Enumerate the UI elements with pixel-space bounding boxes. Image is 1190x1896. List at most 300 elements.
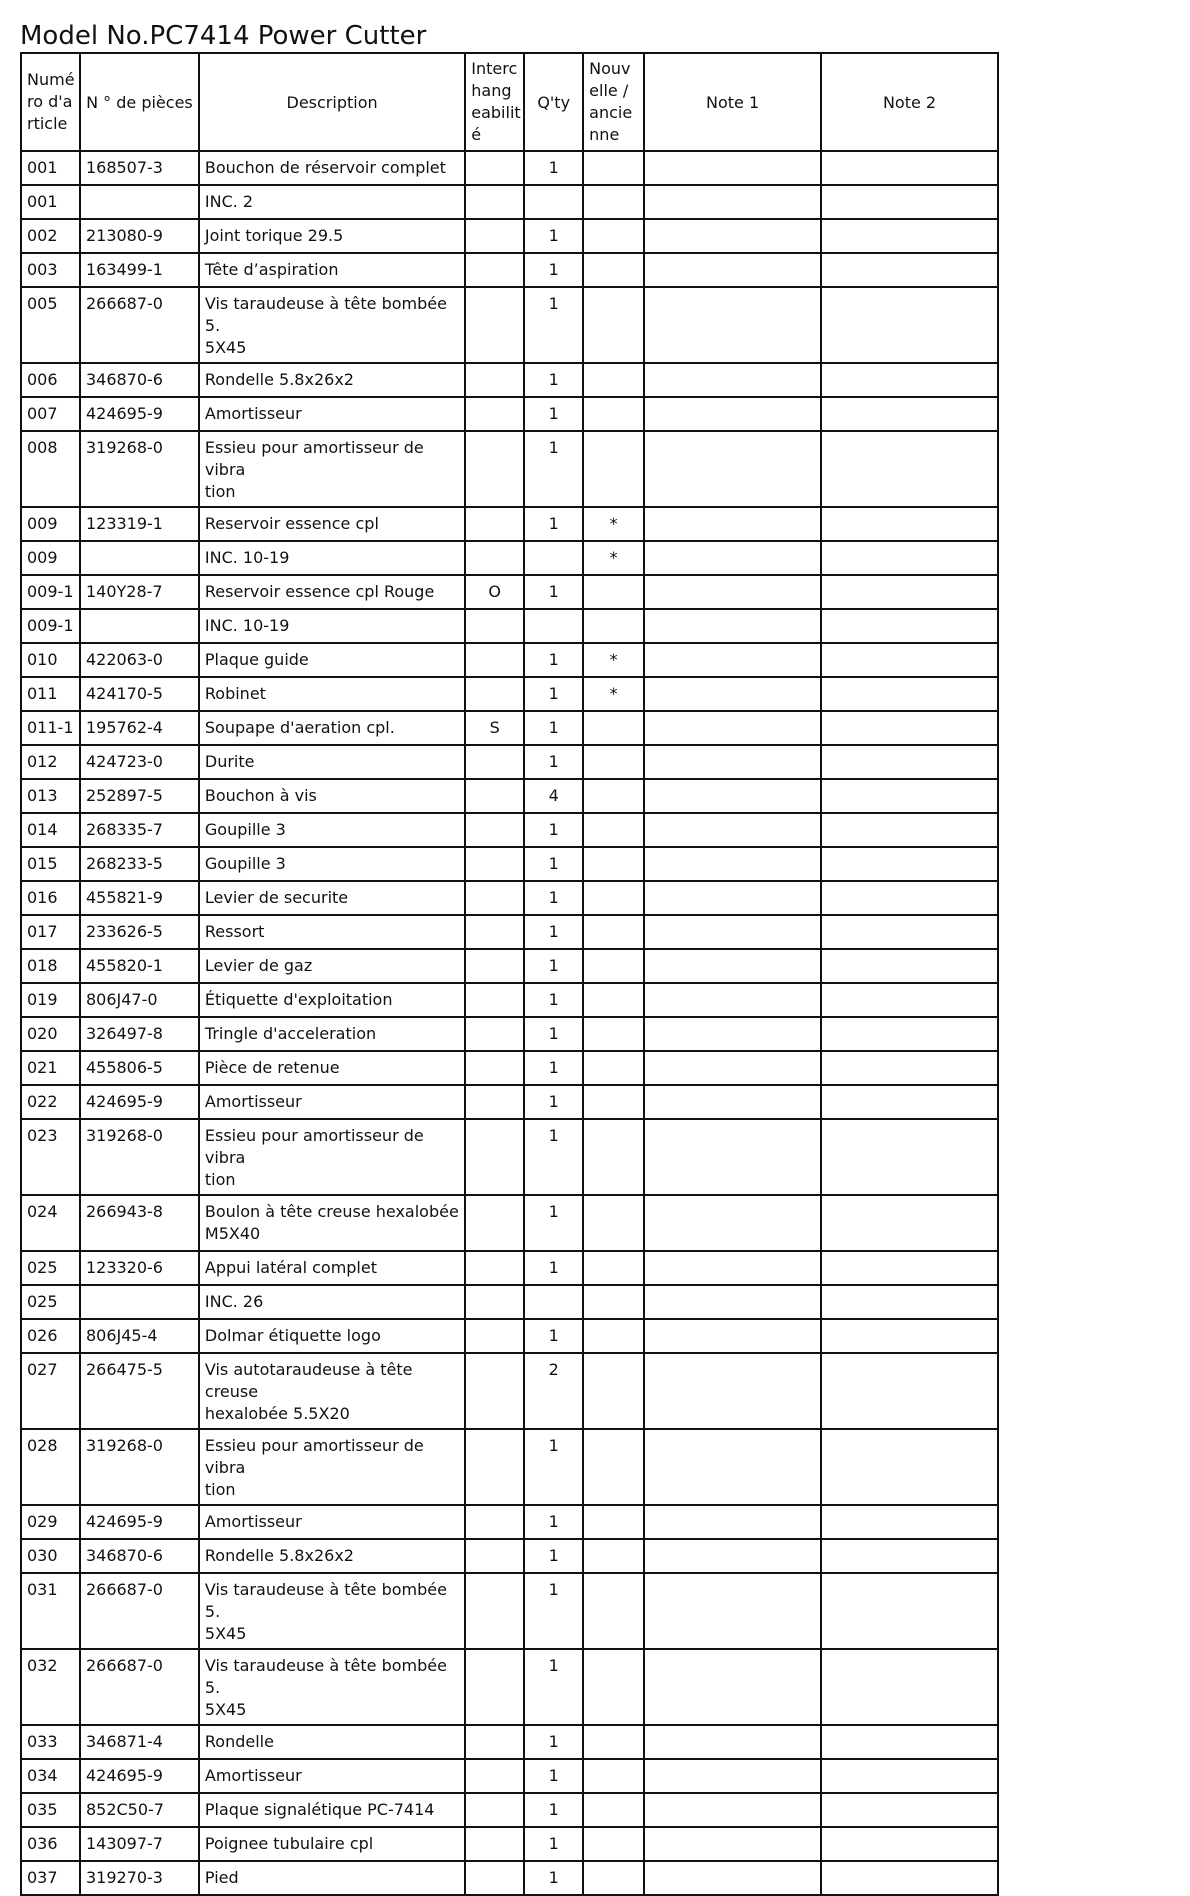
cell-note-2 [821, 541, 998, 575]
table-row [21, 813, 998, 847]
cell-note-1 [644, 363, 821, 397]
table-row [21, 779, 998, 813]
cell-quantity: 1 [524, 949, 583, 983]
cell-item-number: 011 [21, 677, 80, 711]
cell-interchangeability [465, 1085, 524, 1119]
cell-part-number: 455821-9 [80, 881, 199, 915]
table-row [21, 151, 998, 185]
cell-note-1 [644, 1119, 821, 1195]
cell-quantity: 1 [524, 1793, 583, 1827]
cell-note-2 [821, 1759, 998, 1793]
cell-description: Dolmar étiquette logo [199, 1319, 465, 1353]
cell-note-1 [644, 779, 821, 813]
table-row [21, 1759, 998, 1793]
cell-note-2 [821, 1085, 998, 1119]
column-header-item-number: Numé ro d'a rticle [21, 53, 80, 151]
cell-quantity: 1 [524, 575, 583, 609]
cell-note-1 [644, 253, 821, 287]
cell-new-old [583, 1505, 644, 1539]
cell-note-2 [821, 1573, 998, 1649]
cell-interchangeability: O [465, 575, 524, 609]
cell-part-number: 266687-0 [80, 1649, 199, 1725]
cell-part-number: 346870-6 [80, 1539, 199, 1573]
cell-item-number: 010 [21, 643, 80, 677]
cell-interchangeability [465, 1725, 524, 1759]
cell-part-number: 140Y28-7 [80, 575, 199, 609]
cell-new-old: * [583, 541, 644, 575]
cell-interchangeability [465, 1195, 524, 1251]
cell-note-2 [821, 1725, 998, 1759]
cell-note-1 [644, 711, 821, 745]
cell-quantity: 1 [524, 431, 583, 507]
table-row [21, 1285, 998, 1319]
parts-table-body [21, 151, 998, 1895]
cell-item-number: 008 [21, 431, 80, 507]
cell-part-number: 806J45-4 [80, 1319, 199, 1353]
column-header-note-1: Note 1 [644, 53, 821, 151]
cell-quantity [524, 609, 583, 643]
cell-note-2 [821, 1539, 998, 1573]
cell-new-old [583, 287, 644, 363]
cell-quantity: 1 [524, 643, 583, 677]
cell-interchangeability [465, 363, 524, 397]
cell-new-old [583, 1119, 644, 1195]
cell-item-number: 014 [21, 813, 80, 847]
cell-item-number: 020 [21, 1017, 80, 1051]
cell-new-old: * [583, 507, 644, 541]
cell-part-number: 233626-5 [80, 915, 199, 949]
cell-note-2 [821, 287, 998, 363]
cell-note-2 [821, 219, 998, 253]
table-row [21, 1649, 998, 1725]
cell-note-1 [644, 1051, 821, 1085]
cell-quantity: 1 [524, 1505, 583, 1539]
cell-description: Amortisseur [199, 1505, 465, 1539]
cell-new-old [583, 1085, 644, 1119]
cell-part-number: 346870-6 [80, 363, 199, 397]
table-row [21, 1725, 998, 1759]
cell-quantity [524, 1285, 583, 1319]
cell-note-1 [644, 745, 821, 779]
cell-part-number [80, 185, 199, 219]
column-header-part-number: N ° de pièces [80, 53, 199, 151]
cell-new-old [583, 745, 644, 779]
cell-description: Essieu pour amortisseur de vibra tion [199, 431, 465, 507]
cell-interchangeability [465, 745, 524, 779]
cell-part-number: 424695-9 [80, 1759, 199, 1793]
cell-note-1 [644, 1827, 821, 1861]
cell-part-number: 319268-0 [80, 431, 199, 507]
cell-note-2 [821, 949, 998, 983]
cell-interchangeability [465, 643, 524, 677]
cell-quantity: 1 [524, 711, 583, 745]
cell-new-old [583, 1195, 644, 1251]
cell-quantity: 1 [524, 219, 583, 253]
cell-note-2 [821, 507, 998, 541]
cell-note-1 [644, 1319, 821, 1353]
cell-item-number: 033 [21, 1725, 80, 1759]
cell-item-number: 009-1 [21, 609, 80, 643]
cell-note-2 [821, 1793, 998, 1827]
cell-new-old [583, 1353, 644, 1429]
cell-description: Vis autotaraudeuse à tête creuse hexalobée 5.5X20 [199, 1353, 465, 1429]
cell-interchangeability [465, 1793, 524, 1827]
cell-quantity: 1 [524, 745, 583, 779]
cell-interchangeability [465, 431, 524, 507]
cell-interchangeability [465, 949, 524, 983]
cell-item-number: 001 [21, 185, 80, 219]
cell-new-old [583, 915, 644, 949]
cell-description: INC. 26 [199, 1285, 465, 1319]
cell-part-number: 195762-4 [80, 711, 199, 745]
cell-note-1 [644, 983, 821, 1017]
cell-item-number: 016 [21, 881, 80, 915]
cell-note-2 [821, 1251, 998, 1285]
cell-description: Tringle d'acceleration [199, 1017, 465, 1051]
cell-interchangeability [465, 1539, 524, 1573]
cell-item-number: 037 [21, 1861, 80, 1895]
cell-new-old [583, 779, 644, 813]
cell-item-number: 027 [21, 1353, 80, 1429]
parts-table [20, 52, 999, 1896]
table-row [21, 677, 998, 711]
cell-quantity: 1 [524, 151, 583, 185]
header-row [21, 53, 998, 151]
cell-interchangeability [465, 1759, 524, 1793]
cell-note-1 [644, 397, 821, 431]
table-row [21, 1861, 998, 1895]
cell-description: Plaque guide [199, 643, 465, 677]
cell-item-number: 032 [21, 1649, 80, 1725]
table-row [21, 185, 998, 219]
cell-new-old [583, 609, 644, 643]
cell-note-2 [821, 363, 998, 397]
cell-quantity: 1 [524, 1759, 583, 1793]
cell-interchangeability [465, 1017, 524, 1051]
table-row [21, 541, 998, 575]
cell-note-2 [821, 609, 998, 643]
cell-new-old [583, 1251, 644, 1285]
cell-part-number: 852C50-7 [80, 1793, 199, 1827]
cell-note-2 [821, 431, 998, 507]
cell-item-number: 002 [21, 219, 80, 253]
cell-description: Levier de securite [199, 881, 465, 915]
cell-new-old [583, 1649, 644, 1725]
cell-interchangeability [465, 1319, 524, 1353]
table-row [21, 915, 998, 949]
cell-new-old: * [583, 643, 644, 677]
cell-note-1 [644, 575, 821, 609]
cell-note-2 [821, 915, 998, 949]
cell-description: Vis taraudeuse à tête bombée 5. 5X45 [199, 1649, 465, 1725]
cell-item-number: 003 [21, 253, 80, 287]
table-row [21, 983, 998, 1017]
cell-interchangeability [465, 609, 524, 643]
cell-quantity: 1 [524, 1573, 583, 1649]
cell-description: Poignee tubulaire cpl [199, 1827, 465, 1861]
cell-part-number: 266475-5 [80, 1353, 199, 1429]
column-header-new-old: Nouv elle / ancie nne [583, 53, 644, 151]
cell-item-number: 001 [21, 151, 80, 185]
cell-note-2 [821, 1017, 998, 1051]
cell-quantity: 4 [524, 779, 583, 813]
cell-description: Soupape d'aeration cpl. [199, 711, 465, 745]
cell-part-number: 346871-4 [80, 1725, 199, 1759]
cell-note-1 [644, 1725, 821, 1759]
cell-part-number: 319268-0 [80, 1119, 199, 1195]
cell-interchangeability [465, 1119, 524, 1195]
cell-note-2 [821, 881, 998, 915]
cell-note-1 [644, 1573, 821, 1649]
cell-note-1 [644, 219, 821, 253]
cell-note-1 [644, 1505, 821, 1539]
cell-note-2 [821, 151, 998, 185]
cell-description: Robinet [199, 677, 465, 711]
cell-quantity: 1 [524, 287, 583, 363]
table-row [21, 847, 998, 881]
cell-note-1 [644, 1539, 821, 1573]
cell-note-1 [644, 1429, 821, 1505]
cell-description: Goupille 3 [199, 847, 465, 881]
table-row [21, 287, 998, 363]
cell-quantity: 1 [524, 507, 583, 541]
cell-interchangeability [465, 397, 524, 431]
cell-description: Plaque signalétique PC-7414 [199, 1793, 465, 1827]
cell-new-old [583, 1051, 644, 1085]
cell-new-old [583, 431, 644, 507]
cell-quantity: 1 [524, 1085, 583, 1119]
cell-description: Essieu pour amortisseur de vibra tion [199, 1429, 465, 1505]
table-row [21, 363, 998, 397]
table-row [21, 881, 998, 915]
cell-part-number: 268335-7 [80, 813, 199, 847]
cell-new-old: * [583, 677, 644, 711]
cell-description: Joint torique 29.5 [199, 219, 465, 253]
table-row [21, 1793, 998, 1827]
cell-interchangeability [465, 541, 524, 575]
cell-quantity: 1 [524, 915, 583, 949]
cell-item-number: 021 [21, 1051, 80, 1085]
cell-new-old [583, 1319, 644, 1353]
cell-item-number: 012 [21, 745, 80, 779]
cell-description: Amortisseur [199, 1085, 465, 1119]
cell-note-1 [644, 1649, 821, 1725]
cell-interchangeability [465, 983, 524, 1017]
cell-note-2 [821, 643, 998, 677]
cell-description: Rondelle 5.8x26x2 [199, 363, 465, 397]
cell-new-old [583, 1429, 644, 1505]
cell-note-2 [821, 185, 998, 219]
cell-interchangeability [465, 219, 524, 253]
cell-item-number: 024 [21, 1195, 80, 1251]
cell-item-number: 019 [21, 983, 80, 1017]
cell-description: Pied [199, 1861, 465, 1895]
cell-new-old [583, 1793, 644, 1827]
cell-new-old [583, 983, 644, 1017]
cell-interchangeability [465, 1429, 524, 1505]
cell-interchangeability [465, 847, 524, 881]
table-row [21, 1195, 998, 1251]
cell-note-2 [821, 745, 998, 779]
cell-quantity: 1 [524, 1051, 583, 1085]
cell-item-number: 009 [21, 541, 80, 575]
cell-note-1 [644, 287, 821, 363]
cell-part-number: 143097-7 [80, 1827, 199, 1861]
cell-quantity: 1 [524, 1725, 583, 1759]
cell-part-number [80, 541, 199, 575]
column-header-interchangeability: Interc hang eabilit é [465, 53, 524, 151]
cell-item-number: 011-1 [21, 711, 80, 745]
table-row [21, 643, 998, 677]
cell-interchangeability [465, 1251, 524, 1285]
cell-new-old [583, 1539, 644, 1573]
cell-new-old [583, 397, 644, 431]
cell-note-1 [644, 507, 821, 541]
cell-note-1 [644, 1085, 821, 1119]
cell-new-old [583, 1861, 644, 1895]
cell-note-2 [821, 1353, 998, 1429]
cell-note-1 [644, 1793, 821, 1827]
cell-part-number: 424695-9 [80, 1085, 199, 1119]
table-row [21, 949, 998, 983]
cell-quantity: 1 [524, 1649, 583, 1725]
cell-note-1 [644, 847, 821, 881]
cell-description: Vis taraudeuse à tête bombée 5. 5X45 [199, 1573, 465, 1649]
cell-quantity: 1 [524, 1539, 583, 1573]
cell-note-2 [821, 1827, 998, 1861]
cell-new-old [583, 847, 644, 881]
cell-note-1 [644, 185, 821, 219]
cell-quantity: 1 [524, 983, 583, 1017]
cell-part-number: 424723-0 [80, 745, 199, 779]
cell-interchangeability [465, 1353, 524, 1429]
cell-item-number: 007 [21, 397, 80, 431]
cell-part-number: 424695-9 [80, 397, 199, 431]
cell-part-number: 806J47-0 [80, 983, 199, 1017]
cell-item-number: 022 [21, 1085, 80, 1119]
table-row [21, 1429, 998, 1505]
cell-part-number: 319270-3 [80, 1861, 199, 1895]
cell-description: INC. 2 [199, 185, 465, 219]
cell-description: Étiquette d'exploitation [199, 983, 465, 1017]
cell-part-number: 266687-0 [80, 287, 199, 363]
cell-interchangeability [465, 881, 524, 915]
cell-description: Durite [199, 745, 465, 779]
cell-description: Boulon à tête creuse hexalobée M5X40 [199, 1195, 465, 1251]
cell-interchangeability [465, 185, 524, 219]
cell-part-number: 424170-5 [80, 677, 199, 711]
cell-description: Pièce de retenue [199, 1051, 465, 1085]
cell-item-number: 026 [21, 1319, 80, 1353]
cell-new-old [583, 881, 644, 915]
cell-part-number: 455806-5 [80, 1051, 199, 1085]
cell-description: Rondelle [199, 1725, 465, 1759]
cell-quantity: 1 [524, 1251, 583, 1285]
cell-description: Appui latéral complet [199, 1251, 465, 1285]
table-row [21, 397, 998, 431]
table-row [21, 745, 998, 779]
cell-interchangeability [465, 287, 524, 363]
cell-interchangeability [465, 677, 524, 711]
table-row [21, 253, 998, 287]
cell-item-number: 029 [21, 1505, 80, 1539]
table-row [21, 1573, 998, 1649]
cell-note-2 [821, 253, 998, 287]
table-row [21, 1827, 998, 1861]
cell-note-1 [644, 1861, 821, 1895]
cell-description: INC. 10-19 [199, 541, 465, 575]
cell-new-old [583, 1573, 644, 1649]
cell-new-old [583, 151, 644, 185]
cell-quantity: 1 [524, 1195, 583, 1251]
cell-part-number: 252897-5 [80, 779, 199, 813]
cell-item-number: 006 [21, 363, 80, 397]
cell-note-1 [644, 643, 821, 677]
cell-part-number: 266687-0 [80, 1573, 199, 1649]
cell-description: Tête d’aspiration [199, 253, 465, 287]
cell-note-1 [644, 541, 821, 575]
cell-note-2 [821, 1649, 998, 1725]
cell-part-number: 266943-8 [80, 1195, 199, 1251]
cell-note-2 [821, 1319, 998, 1353]
cell-interchangeability [465, 779, 524, 813]
cell-note-2 [821, 1429, 998, 1505]
cell-quantity: 1 [524, 677, 583, 711]
cell-new-old [583, 949, 644, 983]
cell-note-2 [821, 813, 998, 847]
cell-note-2 [821, 711, 998, 745]
cell-part-number: 422063-0 [80, 643, 199, 677]
page-title: Model No.PC7414 Power Cutter [20, 21, 427, 51]
cell-part-number: 326497-8 [80, 1017, 199, 1051]
cell-quantity [524, 185, 583, 219]
cell-description: INC. 10-19 [199, 609, 465, 643]
cell-quantity: 1 [524, 1827, 583, 1861]
cell-item-number: 005 [21, 287, 80, 363]
cell-item-number: 009-1 [21, 575, 80, 609]
cell-item-number: 036 [21, 1827, 80, 1861]
cell-interchangeability [465, 1827, 524, 1861]
cell-description: Levier de gaz [199, 949, 465, 983]
cell-item-number: 018 [21, 949, 80, 983]
cell-note-1 [644, 151, 821, 185]
cell-note-1 [644, 881, 821, 915]
table-row [21, 1085, 998, 1119]
cell-new-old [583, 1285, 644, 1319]
cell-item-number: 013 [21, 779, 80, 813]
cell-interchangeability [465, 1051, 524, 1085]
cell-item-number: 025 [21, 1251, 80, 1285]
cell-description: Reservoir essence cpl [199, 507, 465, 541]
cell-quantity: 1 [524, 1119, 583, 1195]
cell-part-number: 424695-9 [80, 1505, 199, 1539]
table-row [21, 219, 998, 253]
cell-interchangeability [465, 1649, 524, 1725]
cell-part-number: 123320-6 [80, 1251, 199, 1285]
cell-note-2 [821, 779, 998, 813]
table-row [21, 1539, 998, 1573]
table-row [21, 609, 998, 643]
cell-description: Rondelle 5.8x26x2 [199, 1539, 465, 1573]
cell-note-1 [644, 431, 821, 507]
cell-item-number: 030 [21, 1539, 80, 1573]
cell-new-old [583, 575, 644, 609]
cell-quantity: 1 [524, 363, 583, 397]
cell-new-old [583, 219, 644, 253]
cell-description: Amortisseur [199, 1759, 465, 1793]
cell-note-1 [644, 1759, 821, 1793]
cell-note-1 [644, 1285, 821, 1319]
